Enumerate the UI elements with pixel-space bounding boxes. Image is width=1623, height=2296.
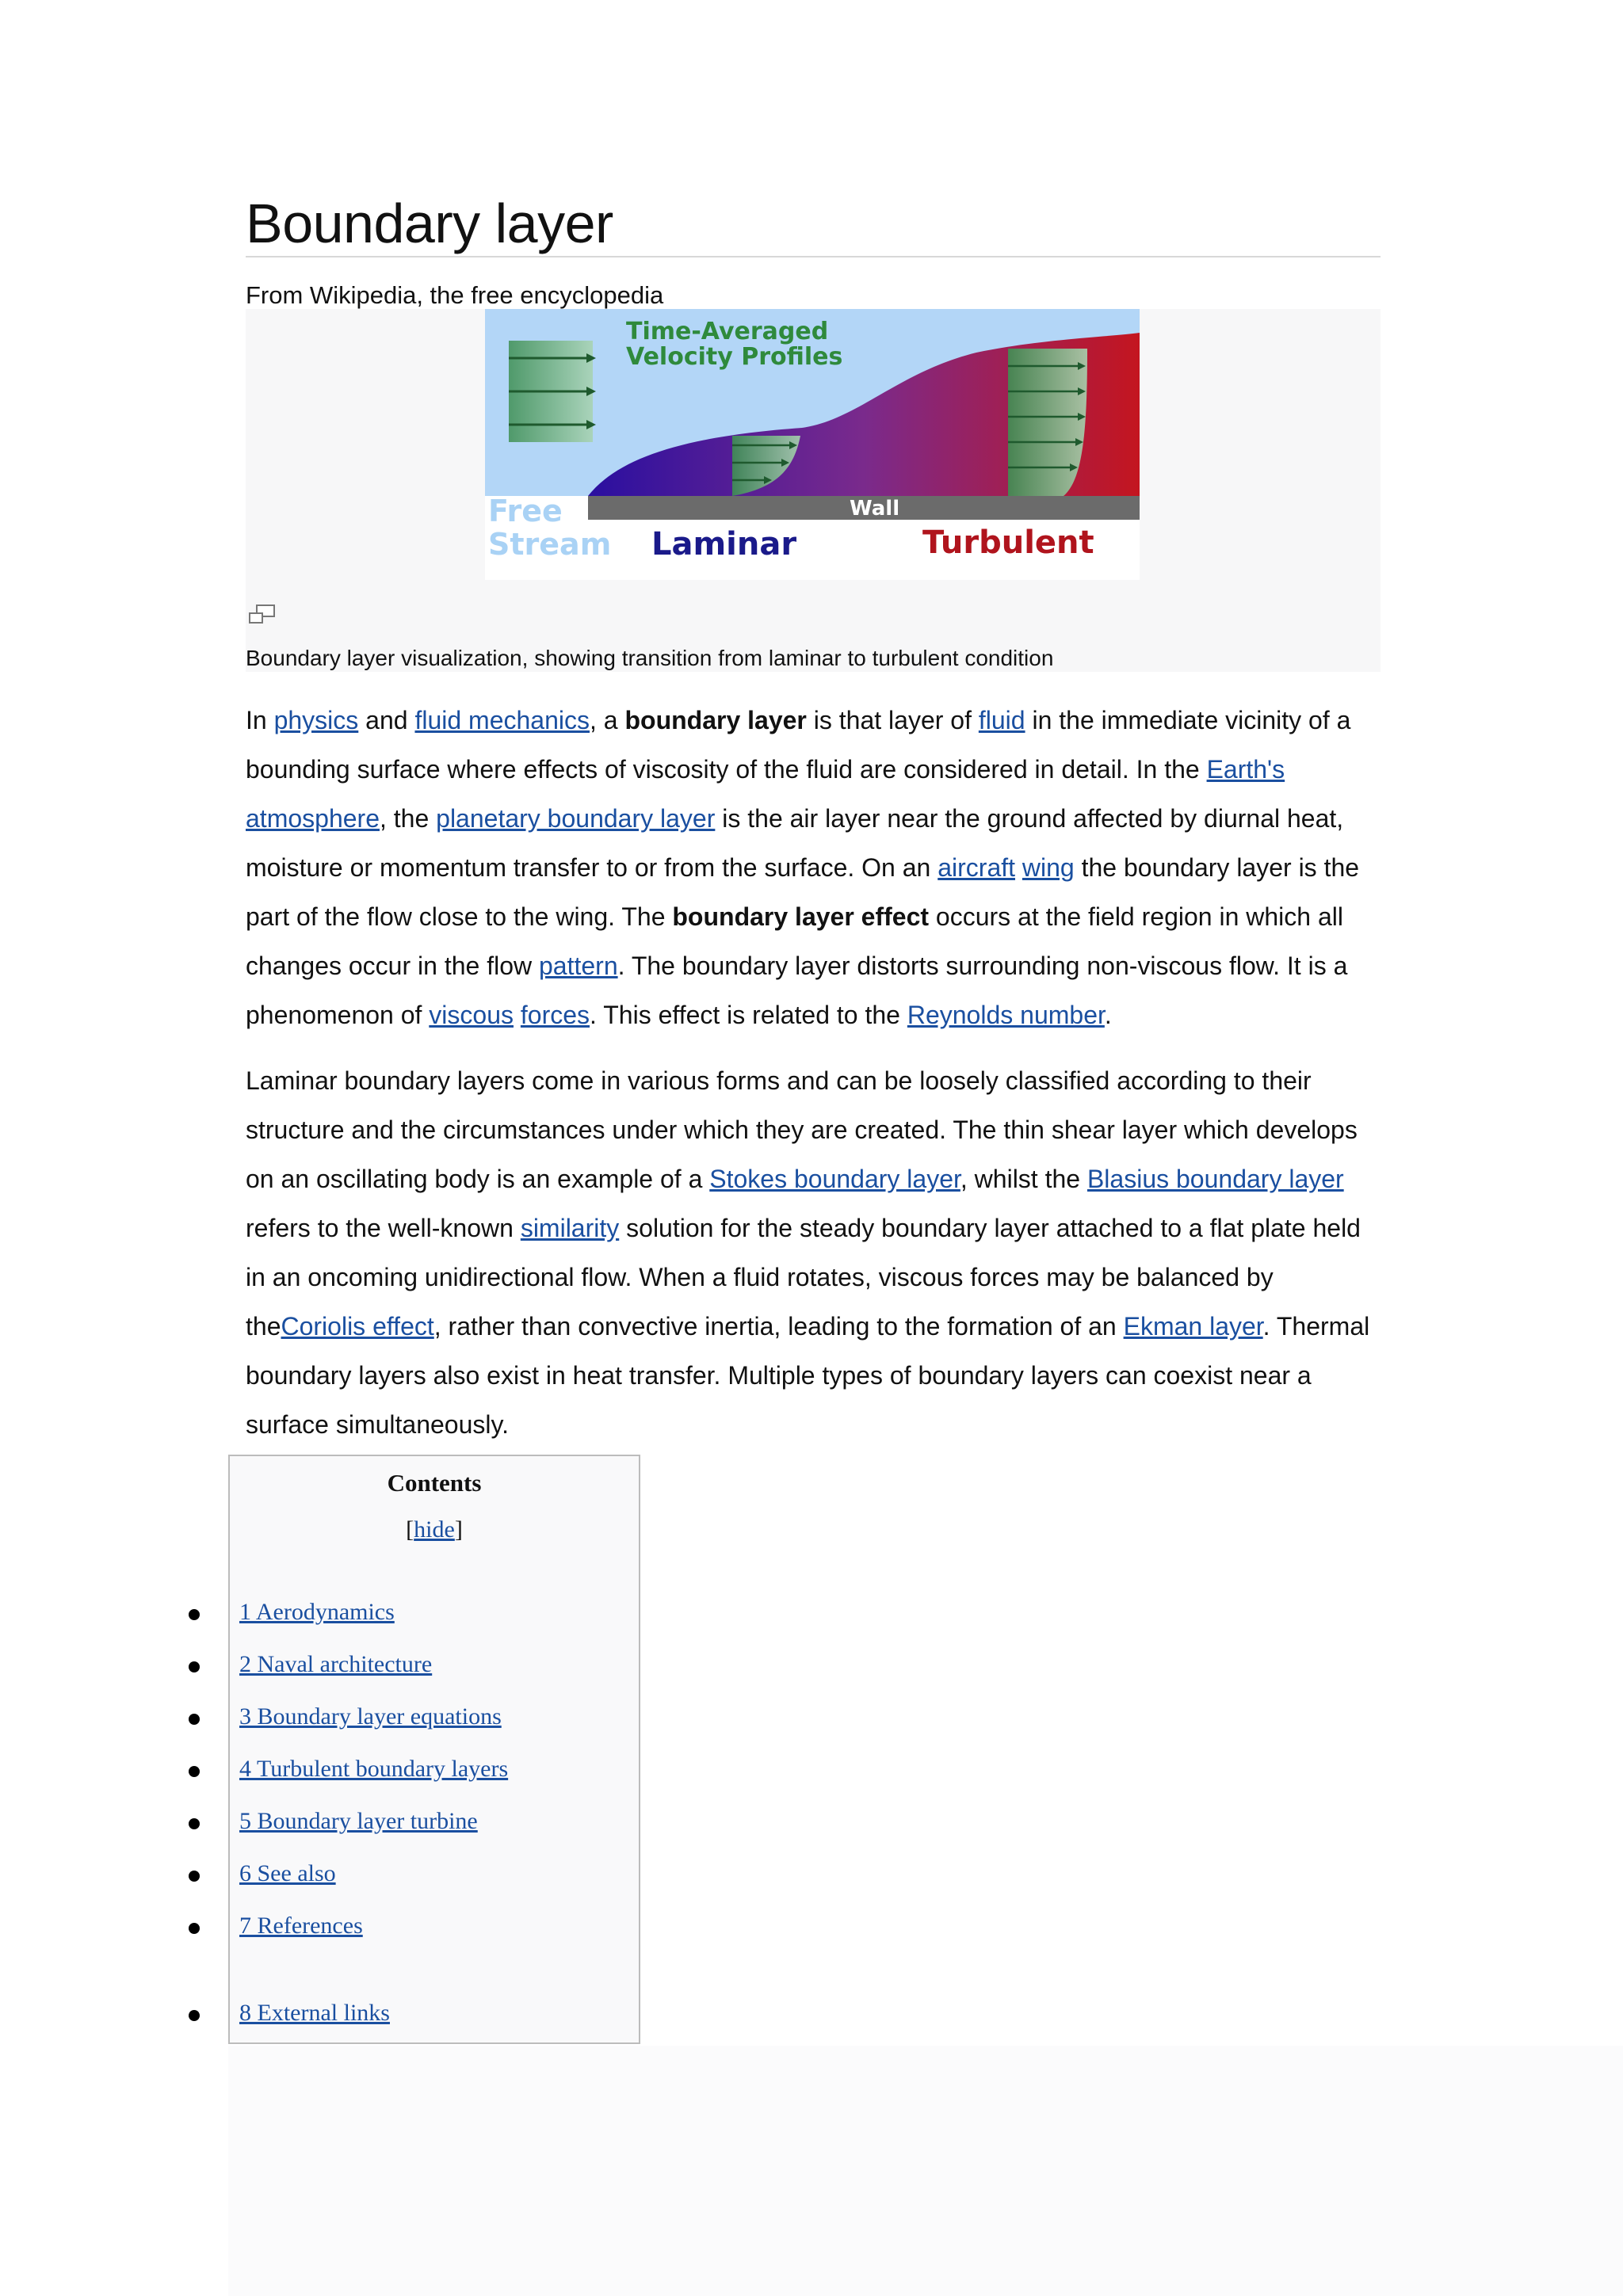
toc-item-see-also [239,1860,336,1887]
page-title: Boundary layer [246,193,613,254]
link-pattern[interactable]: pattern [538,952,618,980]
toc-link[interactable]: 1 Aerodynamics [239,1599,395,1625]
turbulent-label: Turbulent [922,524,1094,561]
figure-caption: Boundary layer visualization, showing transition from laminar to turbulent condition [246,646,1054,670]
toc-link[interactable]: 5 Boundary layer turbine [239,1808,478,1834]
link-viscous[interactable]: viscous [429,1001,514,1029]
toc-hide-link[interactable]: hide [414,1516,455,1543]
toc-bullet [189,2010,200,2021]
toc-bullet [189,1609,200,1620]
figure-heading-line1: Time-Averaged [626,318,829,345]
link-stokes-boundary-layer[interactable]: Stokes boundary layer [709,1165,960,1193]
toc-title: Contents [387,1469,482,1497]
toc-item-turbulent-boundary-layers [239,1756,508,1783]
toc-link[interactable]: 4 Turbulent boundary layers [239,1756,509,1782]
link-fluid-mechanics[interactable]: fluid mechanics [414,706,590,734]
toc-link[interactable]: 8 External links [239,2000,390,2026]
table-of-contents [228,1455,640,2044]
turbulent-profile [1008,349,1087,496]
page-background-shade [228,2046,1623,2296]
toc-item-boundary-layer-turbine [239,1808,478,1835]
free-stream-profile [509,341,596,442]
toc-link[interactable]: 3 Boundary layer equations [239,1703,502,1730]
enlarge-icon[interactable] [247,604,277,627]
page-tagline: From Wikipedia, the free encyclopedia [246,281,664,309]
link-aircraft[interactable]: aircraft [938,853,1016,882]
link-wing[interactable]: wing [1022,853,1075,882]
boundary-layer-figure[interactable] [485,309,1140,580]
link-coriolis-effect[interactable]: Coriolis effect [281,1312,434,1341]
laminar-label: Laminar [651,526,797,563]
toc-item-naval-architecture [239,1651,432,1678]
toc-bullet [189,1818,200,1829]
toc-link[interactable]: 7 References [239,1913,363,1939]
free-stream-label-line1: Free [488,494,563,528]
toc-item-aerodynamics [239,1599,395,1626]
toc-bullet [189,1714,200,1725]
toc-item-external-links [239,2000,390,2027]
link-earths-atmosphere[interactable]: Earth's atmosphere [246,755,1285,833]
toc-bullet [189,1661,200,1672]
link-fluid[interactable]: fluid [978,706,1025,734]
laminar-paragraph: Laminar boundary layers come in various forms and can be loosely classified according to their structure and the circumstances under which they are created. The thin shear layer which develops on an oscillating body is an example of a Stokes boundary layer, whilst the Blasius boundary layer refers to the well-known similarity solution for the steady boundary layer attached to a flat plate held in an oncoming unidirectional flow. When a fluid rotates, viscous forces may be balanced by theCoriolis effect, rather than convective inertia, leading to the formation of an Ekman layer. Thermal boundary layers also exist in heat transfer. Multiple types of boundary layers can coexist near a surface simultaneously. [246,1066,1370,1439]
toc-toggle: [hide] [406,1516,463,1543]
term-boundary-layer-effect: boundary layer effect [672,902,930,931]
title-divider [246,256,1381,257]
toc-link[interactable]: 2 Naval architecture [239,1651,433,1677]
link-blasius-boundary-layer[interactable]: Blasius boundary layer [1086,1165,1344,1193]
figure-heading-line2: Velocity Profiles [626,343,843,371]
link-ekman-layer[interactable]: Ekman layer [1123,1312,1263,1341]
toc-bullet [189,1871,200,1882]
link-forces[interactable]: forces [520,1001,590,1029]
term-boundary-layer: boundary layer [624,706,807,734]
toc-bullet [189,1923,200,1934]
link-similarity[interactable]: similarity [520,1214,620,1242]
link-reynolds-number[interactable]: Reynolds number [907,1001,1105,1029]
intro-paragraph: In physics and fluid mechanics, a boundary layer is that layer of fluid in the immediate vicinity of a bounding surface where effects of viscosity of the fluid are considered in detail. In the Earth's atmosphere, the planetary boundary layer is the air layer near the ground affected by diurnal heat, moisture or momentum transfer to or from the surface. On an aircraft wing the boundary layer is the part of the flow close to the wing. The boundary layer effect occurs at the field region in which all changes occur in the flow pattern. The boundary layer distorts surrounding non-viscous flow. It is a phenomenon of viscous forces. This effect is related to the Reynolds number. [246,706,1360,1029]
toc-bullet [189,1766,200,1777]
toc-link[interactable]: 6 See also [239,1860,336,1886]
free-stream-label-line2: Stream [488,527,612,562]
link-planetary-boundary-layer[interactable]: planetary boundary layer [436,804,716,833]
link-physics[interactable]: physics [273,706,359,734]
toc-item-references [239,1913,363,1939]
wall-label: Wall [850,497,900,521]
toc-item-boundary-layer-equations [239,1703,502,1730]
